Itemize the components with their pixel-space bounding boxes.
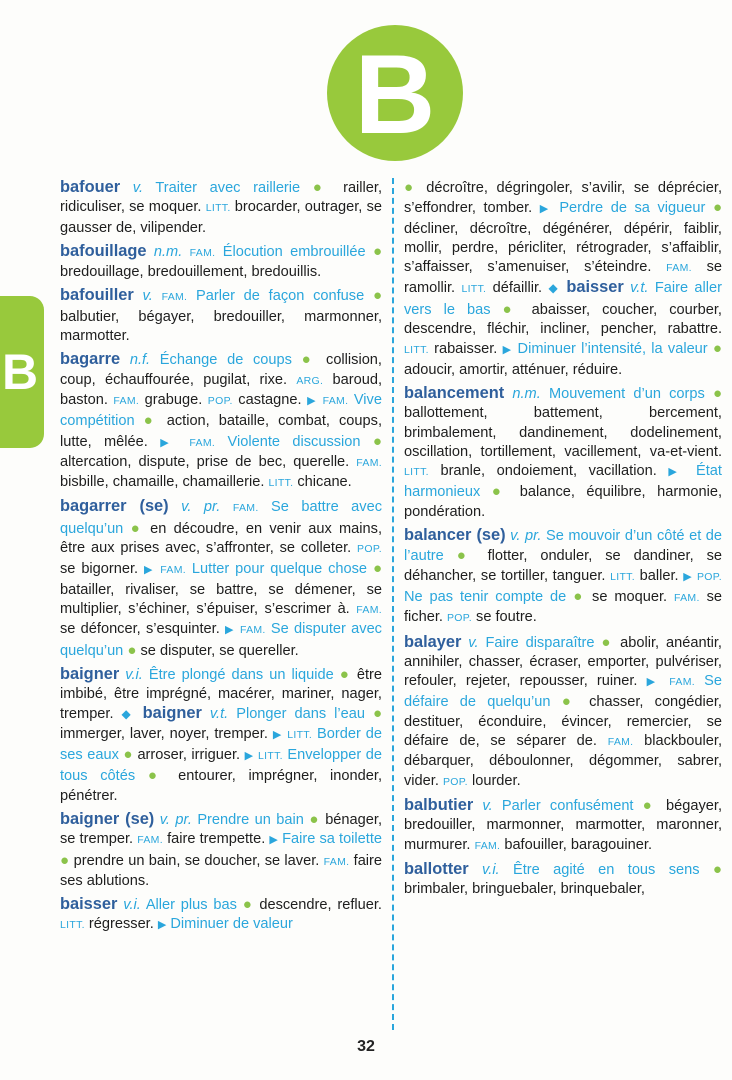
grammar-tag: n.f. [129,352,151,369]
definition: Échange de coups [159,352,292,369]
register-label: LITT. [60,919,85,932]
grammar-tag: v. [482,797,493,814]
register-label: FAM. [356,456,382,469]
synonyms: se ficher. [404,588,722,626]
synonyms: collision, coup, échauffourée, pugilat, rixe. [60,352,382,388]
synonyms: ballottement, battement, bercement, brimbalement, dandinement, dodelinement, oscillation, tortillement, vacillement, va-et-vient. [404,405,722,460]
synonyms: abolir, anéantir, annihiler, chasser, écraser, emporter, pulvériser, refouler, rejeter, repousser, ruiner. [404,634,722,690]
definition: Vive compétition [60,391,382,430]
synonyms: faire trempette. [167,831,266,848]
synonyms: bégayer, bredouiller, marmonner, marmotter, maronner, murmurer. [404,797,722,853]
synonyms: batailler, rivaliser, se battre, se démener, se multiplier, s’échiner, s’épuiser, s’escrimer à. [60,581,382,617]
thumb-index-letter: B [2,344,39,400]
bullet-icon: ● [143,412,158,430]
bullet-icon: ● [339,665,351,683]
synonyms: bafouiller, baragouiner. [504,836,652,853]
bullet-icon: ● [372,287,382,305]
right-column [404,178,722,1030]
bullet-icon: ● [60,851,70,869]
synonyms: castagne. [238,391,302,408]
synonyms: se disputer, se quereller. [140,642,299,659]
synonyms: flotter, onduler, se dandiner, se déhancher, se tortiller, tanguer. [404,548,722,584]
register-label: POP. [207,394,233,407]
bullet-icon: ● [309,810,320,828]
definition: Diminuer l’intensité, la valeur [517,341,708,358]
grammar-tag: v. pr. [159,811,192,828]
bullet-icon: ● [712,384,722,402]
entry-balayer [404,633,722,792]
entry-bagarre [60,350,382,493]
grammar-tag: n.m. [512,385,541,402]
sense-arrow-icon: ▶ [646,676,661,689]
definition: Border de ses eaux [60,725,382,764]
definition: Être plongé dans un liquide [148,666,334,683]
synonyms: brimbaler, bringuebaler, brinquebaler, [404,881,645,898]
register-label: LITT. [268,477,294,490]
entry-balbutier [404,796,722,856]
register-label: FAM. [322,394,349,407]
grammar-tag: v. pr. [181,499,221,516]
register-label: LITT. [404,344,429,357]
synonyms: se bigorner. [60,561,139,578]
bullet-icon: ● [712,860,722,878]
synonyms: faire ses ablutions. [60,852,382,889]
entry-bafouillage [60,242,382,283]
register-label: FAM. [239,624,266,637]
grammar-tag: v. [132,180,144,196]
definition: Faire aller vers le bas [404,280,722,318]
grammar-tag: n.m. [153,243,183,260]
register-label: POP. [697,570,722,583]
bullet-icon: ● [372,432,382,450]
synonyms: adoucir, amortir, atténuer, réduire. [404,361,623,378]
grammar-tag: v.i. [125,666,143,683]
bullet-icon: ● [712,199,722,217]
headword: baisser [566,278,624,297]
synonyms: balbutier, bégayer, bredouiller, marmonner, marmotter. [60,308,382,345]
grammar-tag: v. [142,288,153,305]
definition: Envelopper de tous côtés [60,747,382,785]
grammar-tag: v. pr. [510,528,542,545]
register-label: FAM. [669,676,695,689]
bullet-icon: ● [127,641,137,659]
grammar-tag: v.i. [123,897,141,914]
definition: Élocution embrouillée [222,243,366,260]
register-label: FAM. [607,736,634,749]
definition: Plonger dans l’eau [236,706,365,723]
bullet-icon: ● [312,179,331,196]
register-label: FAM. [161,291,188,304]
register-label: POP. [442,775,468,788]
synonyms: entourer, imprégner, inonder, pénétrer. [60,768,382,804]
grammar-tag: v.i. [482,861,500,878]
headword: ballotter [404,859,469,878]
bullet-icon: ● [491,483,509,501]
grammar-tag: v.t. [630,280,649,297]
register-label: FAM. [137,834,163,847]
entry-bafouer [60,178,382,238]
diamond-icon: ◆ [121,707,135,722]
sense-arrow-icon: ▶ [269,834,278,847]
register-label: POP. [447,612,472,625]
register-label: LITT. [610,570,635,583]
synonyms: se ramollir. [404,259,722,297]
synonyms: abaisser, coucher, courber, descendre, fléchir, incliner, pencher, rabattre. [404,301,722,338]
synonyms: bredouillage, bredouillement, bredouillis. [60,264,322,281]
entry-balancement [404,384,722,522]
synonyms: balance, équilibre, harmonie, pondération. [404,484,722,520]
synonyms: arroser, irriguer. [137,747,241,764]
register-label: LITT. [287,728,313,741]
register-label: FAM. [232,502,259,515]
synonyms: chicane. [297,474,352,491]
synonyms: lourder. [471,772,521,789]
definition: Se battre avec quelqu’un [60,499,382,537]
register-label: FAM. [323,855,350,868]
column-divider [392,178,394,1030]
register-label: FAM. [189,246,216,259]
thumb-index-tab [0,296,44,448]
register-label: FAM. [160,564,186,577]
register-label: LITT. [205,202,231,215]
definition: Parler confusément [501,797,634,814]
register-label: FAM. [673,591,700,604]
bullet-icon: ● [642,796,657,814]
register-label: FAM. [666,262,692,275]
entry-baisser-start [60,895,382,936]
headword: balbutier [404,795,474,814]
synonyms: prendre un bain, se doucher, se laver. [73,852,320,869]
bullet-icon: ● [301,351,317,369]
definition: Prendre un bain [197,811,304,828]
headword: baisser [60,895,118,914]
register-label: POP. [357,543,382,556]
sense-arrow-icon: ▶ [272,728,283,741]
synonyms: décliner, décroître, dégénérer, dépérir, faiblir, mollir, perdre, péricliter, rétrograder, s’affaiblir, s’affaisser, s’amenuiser, s’éteindre. [404,220,722,276]
headword: baigner [142,704,202,723]
synonyms: décroître, dégringoler, s’avilir, se déprécier, s’effondrer, tomber. [404,180,722,217]
synonyms: chasser, congédier, destituer, éconduire, évincer, remercier, se défaire de, se séparer de. [404,694,722,750]
headword: baigner (se) [60,809,155,828]
register-label: ARG. [296,374,324,387]
definition: Se disputer avec quelqu’un [60,621,382,659]
sense-arrow-icon: ▶ [225,624,235,637]
bullet-icon: ● [130,519,143,537]
definition: Faire sa toilette [282,831,382,848]
register-label: FAM. [356,603,382,616]
sense-arrow-icon: ▶ [144,564,155,577]
entry-baisser-cont [404,178,722,380]
entry-balancer-se [404,526,722,628]
synonyms: se moquer. [592,588,668,605]
sense-arrow-icon: ▶ [244,750,254,763]
register-label: LITT. [404,466,429,479]
bullet-icon: ● [147,767,166,785]
grammar-tag: v. [468,634,479,651]
definition: Aller plus bas [145,897,237,914]
bullet-icon: ● [712,340,722,358]
synonyms: descendre, refluer. [259,897,382,914]
definition: Faire disparaître [485,634,595,651]
sense-arrow-icon: ▶ [157,919,167,932]
headword: bafouiller [60,286,134,305]
section-letter: B [354,32,436,157]
headword: bafouer [60,178,121,196]
definition: Se défaire de quelqu’un [404,673,722,711]
synonyms: être imbibé, être imprégné, macérer, mariner, nager, tremper. [60,666,382,723]
synonyms: se foutre. [476,609,537,626]
definition: Violente discussion [227,433,361,450]
definition: État harmonieux [404,463,722,501]
register-label: FAM. [189,436,216,449]
bullet-icon: ● [456,547,475,565]
headword: bagarrer (se) [60,497,169,516]
bullet-icon: ● [242,896,254,914]
synonyms: brocarder, outrager, se gausser de, vilipender. [60,199,382,236]
synonyms: altercation, dispute, prise de bec, querelle. [60,453,350,470]
synonyms: régresser. [88,916,154,933]
definition: Être agité en tous sens [513,861,700,878]
sense-arrow-icon: ▶ [160,436,178,449]
bullet-icon: ● [561,693,578,711]
bullet-icon: ● [601,633,614,651]
headword: balancer (se) [404,526,506,545]
sense-arrow-icon: ▶ [668,466,685,479]
entry-baigner-se [60,810,382,891]
register-label: LITT. [258,750,283,763]
bullet-icon: ● [372,242,382,260]
definition: Lutter pour quelque chose [191,561,368,578]
synonyms: action, bataille, combat, coups, lutte, mêlée. [60,413,382,450]
definition: Ne pas tenir compte de [404,588,567,605]
sense-arrow-icon: ▶ [307,394,318,407]
headword: bafouillage [60,241,147,260]
synonyms: défaillir. [492,280,543,297]
page-number: 32 [357,1038,375,1055]
definition: Se mouvoir d’un côté et de l’autre [404,528,722,565]
definition: Mouvement d’un corps [548,385,705,402]
entry-bagarrer-se [60,497,382,660]
synonyms: en découdre, en venir aux mains, être aux prises avec, s’affronter, se colleter. [60,520,382,557]
sense-arrow-icon: ▶ [683,570,693,583]
headword: balancement [404,383,505,402]
register-label: FAM. [474,839,501,852]
register-label: LITT. [461,283,487,296]
entry-ballotter [404,860,722,900]
sense-arrow-icon: ▶ [502,344,513,357]
definition: Perdre de sa vigueur [559,200,706,217]
synonyms: se défoncer, s’esquinter. [60,621,220,638]
grammar-tag: v.t. [209,706,229,723]
left-column [60,178,382,1030]
headword: bagarre [60,350,121,369]
definition: Parler de façon confuse [196,288,365,305]
definition: Diminuer de valeur [170,916,293,933]
synonyms: branle, ondoiement, vacillation. [440,463,657,480]
diamond-icon: ◆ [548,281,560,296]
synonyms: baroud, baston. [60,371,382,408]
definition: Traiter avec raillerie [155,180,301,196]
bullet-icon: ● [404,179,418,196]
synonyms: bénager, se tremper. [60,811,382,848]
synonyms: blackbouler, débarquer, déboulonner, dégommer, sabrer, vider. [404,733,722,789]
synonyms: grabuge. [144,391,203,408]
bullet-icon: ● [372,705,382,723]
section-letter-badge [327,25,463,161]
synonyms: rabaisser. [434,341,498,358]
bullet-icon: ● [123,746,133,764]
bullet-icon: ● [372,560,382,578]
synonyms: bisbille, chamaille, chamaillerie. [60,474,265,491]
synonyms: immerger, laver, noyer, tremper. [60,725,268,742]
entry-bafouiller [60,286,382,346]
bullet-icon: ● [502,300,520,318]
synonyms: railler, ridiculiser, se moquer. [60,180,382,216]
entry-baigner [60,665,382,806]
headword: balayer [404,632,462,651]
synonyms: baller. [639,567,679,584]
headword: baigner [60,664,120,683]
bullet-icon: ● [573,587,586,605]
sense-arrow-icon: ▶ [539,203,552,216]
register-label: FAM. [113,394,140,407]
